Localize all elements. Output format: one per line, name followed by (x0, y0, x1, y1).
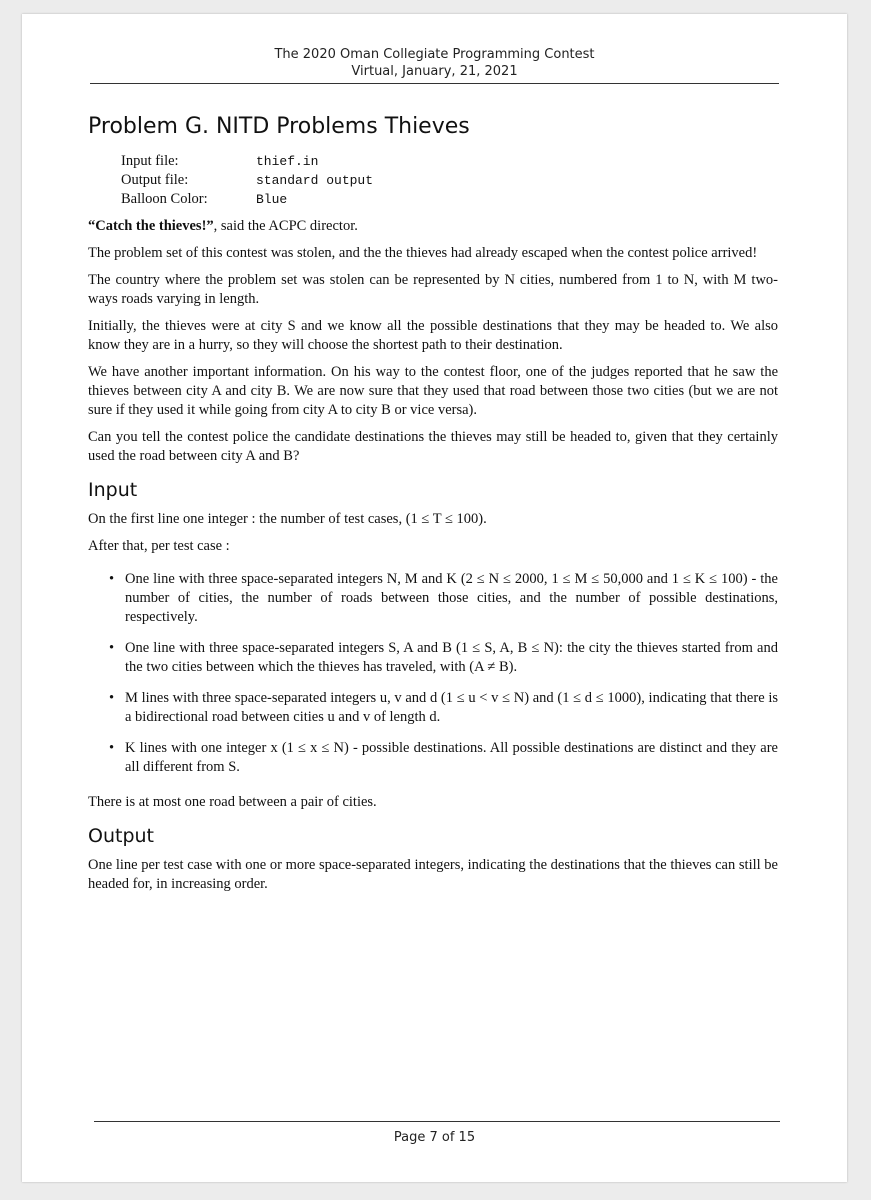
header-divider (90, 83, 779, 84)
problem-meta-table (121, 152, 373, 209)
statement-paragraph: Can you tell the contest police the candidate destinations the thieves may still be headed to, given that they certainly used the road between city A and B? (88, 429, 778, 464)
catch-quote: “Catch the thieves!” (88, 218, 214, 234)
catch-rest: , said the ACPC director. (213, 218, 358, 234)
problem-body (88, 112, 778, 902)
meta-value: standard output (256, 173, 374, 188)
list-item: • K lines with one integer x (1 ≤ x ≤ N) - possible destinations. All possible destinations are distinct and they are all different from S. (125, 739, 778, 777)
running-header (22, 46, 847, 80)
input-note: There is at most one road between a pair of cities. (88, 794, 377, 810)
intro-paragraph (88, 217, 778, 236)
input-line: After that, per test case : (88, 538, 230, 554)
meta-label: Output file: (121, 172, 189, 188)
list-item: • M lines with three space-separated integers u, v and d (1 ≤ u < v ≤ N) and (1 ≤ d ≤ 1000), indicating that there is a bidirectional road between cities u and v of length d. (125, 689, 778, 727)
footer-divider (94, 1121, 780, 1122)
statement-paragraph: The country where the problem set was stolen can be represented by N cities, numbered from 1 to N, with M two-ways roads varying in length. (88, 272, 778, 307)
meta-label: Balloon Color: (121, 191, 208, 207)
meta-row (121, 190, 373, 209)
meta-row (121, 171, 373, 190)
problem-title: Problem G. NITD Problems Thieves (88, 114, 470, 139)
page-number: Page 7 of 15 (393, 1130, 476, 1145)
statement-paragraph: The problem set of this contest was stolen, and the the thieves had already escaped when the contest police arrived! (88, 245, 758, 261)
list-item: • One line with three space-separated integers N, M and K (2 ≤ N ≤ 2000, 1 ≤ M ≤ 50,000 and 1 ≤ K ≤ 100) - the number of cities, the number of roads between those cities, and the number of possible destinations, respectively. (125, 570, 778, 627)
statement-paragraph: Initially, the thieves were at city S and we know all the possible destinations that they may be headed to. We also know they are in a hurry, so they will choose the shortest path to their destination. (88, 318, 778, 353)
meta-value: thief.in (256, 154, 319, 169)
output-paragraph: One line per test case with one or more space-separated integers, indicating the destinations that the thieves can still be headed for, in increasing order. (88, 857, 778, 892)
meta-row (121, 152, 373, 171)
input-heading: Input (88, 479, 138, 501)
contest-name: The 2020 Oman Collegiate Programming Contest (274, 47, 595, 62)
document-page (22, 14, 847, 1182)
contest-date: Virtual, January, 21, 2021 (351, 64, 518, 79)
statement-paragraph: We have another important information. On his way to the contest floor, one of the judges reported that he saw the thieves between city A and city B. We are now sure that they used that road between those two cities (but we are not sure if they used it while going from city A to city B or vice versa). (88, 364, 778, 418)
output-heading: Output (88, 825, 154, 847)
list-item: • One line with three space-separated integers S, A and B (1 ≤ S, A, B ≤ N): the city the thieves started from and the two cities between which the thieves has traveled, with (A ≠ B). (125, 639, 778, 677)
input-line: On the first line one integer : the number of test cases, (1 ≤ T ≤ 100). (88, 511, 487, 527)
input-bullet-list (88, 570, 778, 777)
meta-value: Blue (256, 192, 288, 207)
meta-label: Input file: (121, 153, 179, 169)
